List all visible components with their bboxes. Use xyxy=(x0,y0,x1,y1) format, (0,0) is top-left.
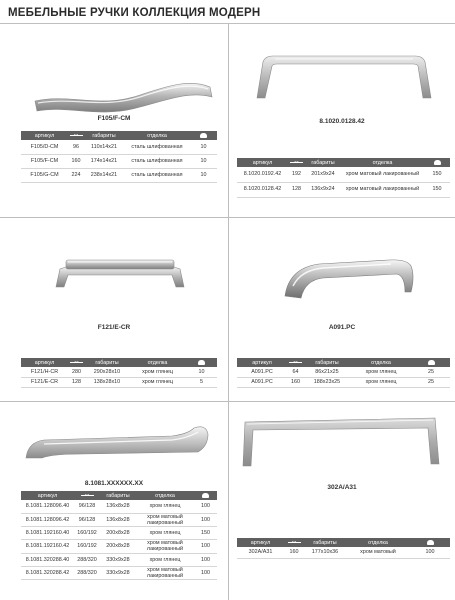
cell-article: A091.PC xyxy=(237,367,287,377)
cell-pack: 25 xyxy=(412,377,450,387)
header-pack xyxy=(424,158,450,167)
table-header xyxy=(237,158,450,167)
header-article: артикул xyxy=(21,131,68,140)
cell-size: 174x14x21 xyxy=(84,154,124,168)
cell-center: 160 xyxy=(284,547,304,558)
cell-pack: 10 xyxy=(190,168,217,182)
cell-finish: сталь шлифованная xyxy=(124,168,190,182)
cell-article: A091.PC xyxy=(237,377,287,387)
cell-size: 136x8x28 xyxy=(100,500,136,513)
cell-center: 160 xyxy=(68,154,84,168)
cell-size: 110x14x21 xyxy=(84,140,124,154)
box-icon xyxy=(202,493,209,498)
table-header xyxy=(21,491,217,500)
table-row xyxy=(237,377,450,387)
handle-photo-f121 xyxy=(50,253,190,293)
header-size-icon xyxy=(68,358,85,367)
header-finish: отделка xyxy=(350,358,412,367)
header-pack xyxy=(190,131,217,140)
header-article: артикул xyxy=(237,538,284,547)
cell-article: 8.1081.192160.40 xyxy=(21,527,74,540)
cell-center: 96 xyxy=(68,140,84,154)
box-icon xyxy=(434,160,441,165)
spec-table xyxy=(21,358,217,388)
header-size: габариты xyxy=(305,158,341,167)
cell-article: 8.1081.320288.40 xyxy=(21,553,74,566)
cell-article: 8.1081.192160.42 xyxy=(21,540,74,554)
cell-size: 290x28x10 xyxy=(85,367,129,377)
table-row xyxy=(21,513,217,527)
spec-table xyxy=(237,538,450,559)
header-article: артикул xyxy=(21,491,74,500)
table-row xyxy=(21,527,217,540)
cell-size: 86x21x25 xyxy=(304,367,350,377)
double-arrow-icon xyxy=(288,360,303,365)
cell-pack: 100 xyxy=(194,513,217,527)
cell-finish: хром глянец xyxy=(350,367,412,377)
cell-article: F105/D-CM xyxy=(21,140,68,154)
header-size-icon xyxy=(287,358,304,367)
cell-finish: хром матовый лакированный xyxy=(136,566,194,580)
header-pack xyxy=(410,538,450,547)
panel-8-1081 xyxy=(0,402,228,600)
handle-photo-8-1020 xyxy=(249,52,444,102)
table-row xyxy=(237,367,450,377)
double-arrow-icon xyxy=(69,360,84,365)
cell-size: 200x8x28 xyxy=(100,527,136,540)
cell-center: 288/320 xyxy=(74,553,100,566)
header-size: габариты xyxy=(304,538,346,547)
double-arrow-icon xyxy=(287,540,302,545)
cell-center: 128 xyxy=(68,377,85,387)
double-arrow-icon xyxy=(69,133,84,138)
handle-photo-f105 xyxy=(30,49,220,119)
table-row xyxy=(21,540,217,554)
header-size-icon xyxy=(288,158,305,167)
box-icon xyxy=(198,360,205,365)
box-icon xyxy=(427,540,434,545)
cell-pack: 100 xyxy=(194,566,217,580)
header-article: артикул xyxy=(237,358,287,367)
table-row xyxy=(21,566,217,580)
cell-finish: хром матовый лакированный xyxy=(341,167,424,182)
cell-size: 200x8x28 xyxy=(100,540,136,554)
cell-size: 330x9x28 xyxy=(100,566,136,580)
product-caption: F105/F-CM xyxy=(97,115,131,122)
cell-size: 238x14x21 xyxy=(84,168,124,182)
cell-size: 136x8x28 xyxy=(100,513,136,527)
cell-finish: хром матовый лакированный xyxy=(136,513,194,527)
cell-pack: 100 xyxy=(410,547,450,558)
header-size-icon xyxy=(284,538,304,547)
double-arrow-icon xyxy=(289,160,304,165)
cell-article: 8.1020.0192.42 xyxy=(237,167,288,182)
cell-pack: 150 xyxy=(194,527,217,540)
cell-pack: 25 xyxy=(412,367,450,377)
panel-f105 xyxy=(0,24,228,217)
product-caption: F121/E-CR xyxy=(97,324,131,331)
cell-article: 8.1081.320288.42 xyxy=(21,566,74,580)
handle-photo-302a xyxy=(239,414,444,469)
box-icon xyxy=(200,133,207,138)
header-article: артикул xyxy=(237,158,288,167)
cell-pack: 10 xyxy=(190,140,217,154)
cell-size: 201x9x24 xyxy=(305,167,341,182)
table-header xyxy=(21,358,217,367)
table-row xyxy=(21,140,217,154)
header-pack xyxy=(412,358,450,367)
cell-size: 138x28x10 xyxy=(85,377,129,387)
cell-pack: 100 xyxy=(194,540,217,554)
cell-center: 64 xyxy=(287,367,304,377)
table-row xyxy=(237,547,450,558)
panel-302a xyxy=(229,402,455,600)
table-row xyxy=(21,154,217,168)
cell-article: F105/F-CM xyxy=(21,154,68,168)
double-arrow-icon xyxy=(80,493,95,498)
cell-center: 96/128 xyxy=(74,500,100,513)
cell-center: 280 xyxy=(68,367,85,377)
product-caption: A091.PC xyxy=(328,324,356,331)
table-row xyxy=(21,553,217,566)
panel-8-1020 xyxy=(229,24,455,217)
cell-finish: хром глянец xyxy=(350,377,412,387)
cell-article: 302A/A31 xyxy=(237,547,284,558)
cell-article: F105/G-CM xyxy=(21,168,68,182)
header-pack xyxy=(186,358,217,367)
page-title: МЕБЕЛЬНЫЕ РУЧКИ КОЛЛЕКЦИЯ МОДЕРН xyxy=(8,7,261,19)
cell-finish: хром матовый лакированный xyxy=(136,540,194,554)
cell-size: 188x23x25 xyxy=(304,377,350,387)
product-caption: 302A/A31 xyxy=(327,484,357,491)
cell-center: 192 xyxy=(288,167,305,182)
spec-table xyxy=(21,131,217,183)
cell-size: 177x10x36 xyxy=(304,547,346,558)
header-finish: отделка xyxy=(341,158,424,167)
cell-article: 8.1081.128096.40 xyxy=(21,500,74,513)
cell-center: 96/128 xyxy=(74,513,100,527)
handle-photo-8-1081 xyxy=(22,422,212,462)
panel-f121 xyxy=(0,218,228,401)
header-finish: отделка xyxy=(129,358,186,367)
product-caption: 8.1020.0128.42 xyxy=(319,118,365,125)
header-finish: отделка xyxy=(136,491,194,500)
cell-center: 128 xyxy=(288,182,305,197)
header-size-icon xyxy=(74,491,100,500)
cell-finish: хром глянец xyxy=(136,527,194,540)
cell-article: 8.1081.128096.42 xyxy=(21,513,74,527)
cell-finish: хром глянец xyxy=(136,500,194,513)
table-row xyxy=(237,182,450,197)
handle-photo-a091 xyxy=(279,246,419,306)
cell-pack: 150 xyxy=(424,167,450,182)
cell-center: 160/192 xyxy=(74,527,100,540)
panel-a091 xyxy=(229,218,455,401)
table-row xyxy=(21,367,217,377)
cell-center: 288/320 xyxy=(74,566,100,580)
header-size: габариты xyxy=(85,358,129,367)
spec-table xyxy=(237,158,450,198)
cell-finish: хром матовый xyxy=(346,547,410,558)
cell-finish: хром матовый лакированный xyxy=(341,182,424,197)
header-article: артикул xyxy=(21,358,68,367)
cell-pack: 10 xyxy=(186,367,217,377)
cell-pack: 100 xyxy=(194,553,217,566)
table-row xyxy=(21,377,217,387)
box-icon xyxy=(428,360,435,365)
cell-pack: 5 xyxy=(186,377,217,387)
cell-size: 330x9x28 xyxy=(100,553,136,566)
cell-pack: 10 xyxy=(190,154,217,168)
table-row xyxy=(21,168,217,182)
header-finish: отделка xyxy=(124,131,190,140)
cell-center: 160/192 xyxy=(74,540,100,554)
header-size-icon xyxy=(68,131,84,140)
table-row xyxy=(237,167,450,182)
header-size: габариты xyxy=(100,491,136,500)
cell-article: F121/E-CR xyxy=(21,377,68,387)
header-finish: отделка xyxy=(346,538,410,547)
cell-finish: хром глянец xyxy=(129,367,186,377)
cell-finish: сталь шлифованная xyxy=(124,154,190,168)
cell-finish: сталь шлифованная xyxy=(124,140,190,154)
cell-pack: 150 xyxy=(424,182,450,197)
cell-finish: хром глянец xyxy=(129,377,186,387)
cell-center: 160 xyxy=(287,377,304,387)
cell-article: 8.1020.0128.42 xyxy=(237,182,288,197)
cell-center: 224 xyxy=(68,168,84,182)
table-header xyxy=(21,131,217,140)
table-row xyxy=(21,500,217,513)
cell-pack: 100 xyxy=(194,500,217,513)
spec-table xyxy=(21,491,217,580)
product-caption: 8.1081.XXXXXX.XX xyxy=(84,480,144,487)
table-header xyxy=(237,358,450,367)
header-pack xyxy=(194,491,217,500)
header-size: габариты xyxy=(84,131,124,140)
spec-table xyxy=(237,358,450,388)
table-header xyxy=(237,538,450,547)
cell-size: 136x9x24 xyxy=(305,182,341,197)
cell-finish: хром глянец xyxy=(136,553,194,566)
header-size: габариты xyxy=(304,358,350,367)
cell-article: F121/H-CR xyxy=(21,367,68,377)
